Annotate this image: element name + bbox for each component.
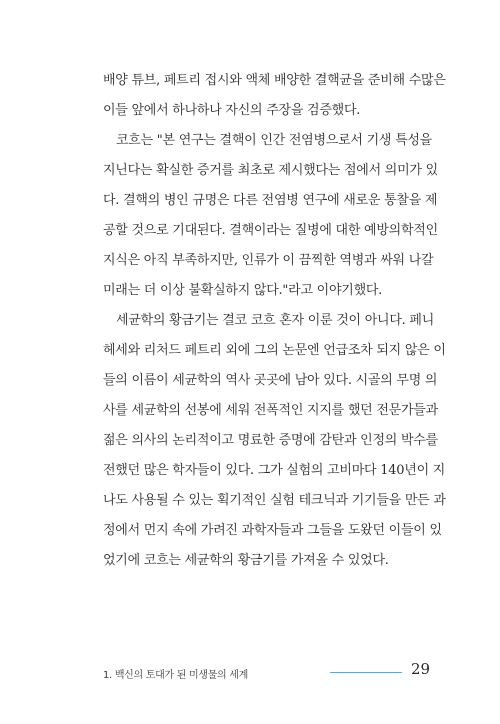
body-line: 사를 세균학의 선봉에 세워 전폭적인 지지를 했던 전문가들과 xyxy=(103,403,438,418)
body-line: 코흐는 "본 연구는 결핵이 인간 전염병으로서 기생 특성을 xyxy=(116,133,432,148)
body-line: 들의 이름이 세균학의 역사 곳곳에 남아 있다. 시골의 무명 의 xyxy=(103,373,438,388)
body-line: 정에서 먼지 속에 가려진 과학자들과 그들을 도왔던 이들이 있 xyxy=(103,523,442,538)
body-line: 지식은 아직 부족하지만, 인류가 이 끔찍한 역병과 싸워 나갈 xyxy=(103,253,434,268)
body-text xyxy=(103,66,446,576)
body-line: 이들 앞에서 하나하나 자신의 주장을 검증했다. xyxy=(103,103,361,118)
body-line: 지닌다는 확실한 증거를 최초로 제시했다는 점에서 의미가 있 xyxy=(103,163,438,178)
body-line: 전했던 많은 학자들이 있다. 그가 실험의 고비마다 140년이 지 xyxy=(103,463,446,478)
page-footer xyxy=(0,660,500,684)
running-chapter-title: 1. 백신의 토대가 된 미생물의 세계 xyxy=(103,670,249,681)
body-line: 나도 사용될 수 있는 획기적인 실험 테크닉과 기기들을 만든 과 xyxy=(103,493,446,508)
body-line: 헤세와 리처드 페트리 외에 그의 논문엔 언급조차 되지 않은 이 xyxy=(103,343,446,358)
footer-rule xyxy=(330,672,402,673)
body-line: 었기에 코흐는 세균학의 황금기를 가져올 수 있었다. xyxy=(103,553,389,568)
body-line: 세균학의 황금기는 결코 코흐 혼자 이룬 것이 아니다. 페니 xyxy=(116,313,435,328)
body-line: 배양 튜브, 페트리 접시와 액체 배양한 결핵균을 준비해 수많은 xyxy=(103,73,446,88)
page-number: 29 xyxy=(411,660,431,678)
body-line: 공할 것으로 기대된다. 결핵이라는 질병에 대한 예방의학적인 xyxy=(103,223,438,238)
body-line: 젊은 의사의 논리적이고 명료한 증명에 감탄과 인정의 박수를 xyxy=(103,433,438,448)
body-line: 다. 결핵의 병인 규명은 다른 전염병 연구에 새로운 통찰을 제 xyxy=(103,193,438,208)
body-line: 미래는 더 이상 불확실하지 않다."라고 이야기했다. xyxy=(103,283,383,298)
